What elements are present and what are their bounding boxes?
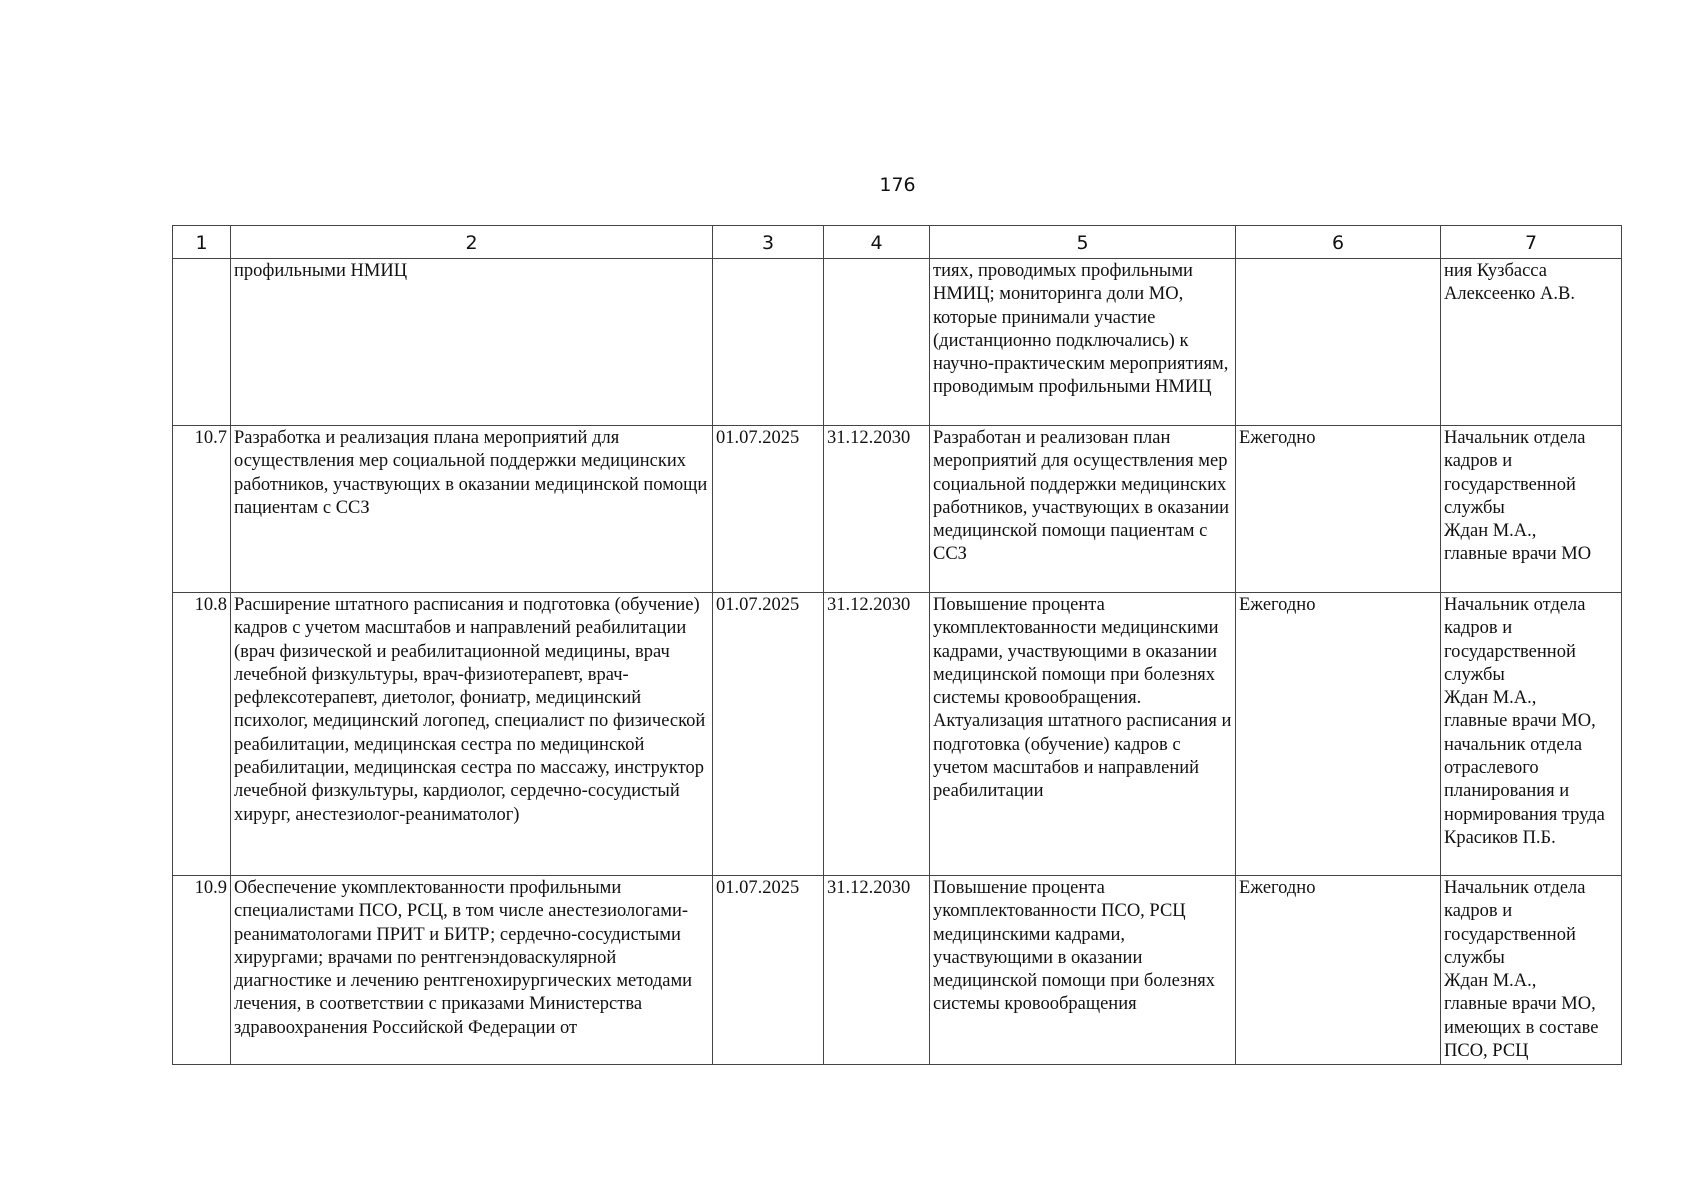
result-cell: Повышение процента укомплектованности медицинскими кадрами, участвующими в оказании медицинской помощи при болезнях системы кровообращения. Актуализация штатного расписания и подготовка (обучение) кадров с учетом масштабов и направлений реабилитации [930, 593, 1236, 876]
frequency-cell: Ежегодно [1236, 426, 1441, 593]
column-header-3: 3 [713, 226, 824, 259]
table-row [173, 593, 1622, 876]
column-header-6: 6 [1236, 226, 1441, 259]
row-number [173, 259, 231, 426]
column-header-7: 7 [1441, 226, 1622, 259]
measure-cell: Расширение штатного расписания и подготовка (обучение) кадров с учетом масштабов и направлений реабилитации (врач физической и реабилитационной медицины, врач лечебной физкультуры, врач-физиотерапевт, врач-рефлексотерапевт, диетолог, фониатр, медицинский психолог, медицинский логопед, специалист по физической реабилитации, медицинская сестра по медицинской реабилитации, медицинская сестра по массажу, инструктор лечебной физкультуры, кардиолог, сердечно-сосудистый хирург, анестезиолог-реаниматолог) [231, 593, 713, 876]
start-date-cell: 01.07.2025 [713, 426, 824, 593]
frequency-cell: Ежегодно [1236, 876, 1441, 1065]
column-header-5: 5 [930, 226, 1236, 259]
frequency-cell [1236, 259, 1441, 426]
column-header-1: 1 [173, 226, 231, 259]
table-row [173, 426, 1622, 593]
row-number: 10.9 [173, 876, 231, 1065]
result-cell: тиях, проводимых профильными НМИЦ; мониторинга доли МО, которые принимали участие (дистанционно подключались) к научно-практическим мероприятиям, проводимым профильными НМИЦ [930, 259, 1236, 426]
responsible-cell: Начальник отдела кадров и государственной службы Ждан М.А., главные врачи МО, начальник отдела отраслевого планирования и нормирования труда Красиков П.Б. [1441, 593, 1622, 876]
start-date-cell: 01.07.2025 [713, 876, 824, 1065]
row-number: 10.7 [173, 426, 231, 593]
start-date-cell: 01.07.2025 [713, 593, 824, 876]
result-cell: Повышение процента укомплектованности ПСО, РСЦ медицинскими кадрами, участвующими в оказании медицинской помощи при болезнях системы кровообращения [930, 876, 1236, 1065]
measure-cell: Обеспечение укомплектованности профильными специалистами ПСО, РСЦ, в том числе анестезиологами-реаниматологами ПРИТ и БИТР; сердечно-сосудистыми хирургами; врачами по рентгенэндоваскулярной диагностике и лечению рентгенохирургических методами лечения, в соответствии с приказами Министерства здравоохранения Российской Федерации от [231, 876, 713, 1065]
end-date-cell: 31.12.2030 [824, 426, 930, 593]
column-header-2: 2 [231, 226, 713, 259]
responsible-cell: Начальник отдела кадров и государственной службы Ждан М.А., главные врачи МО, имеющих в составе ПСО, РСЦ [1441, 876, 1622, 1065]
frequency-cell: Ежегодно [1236, 593, 1441, 876]
end-date-cell: 31.12.2030 [824, 593, 930, 876]
row-number: 10.8 [173, 593, 231, 876]
measure-cell: профильными НМИЦ [231, 259, 713, 426]
result-cell: Разработан и реализован план мероприятий для осуществления мер социальной поддержки медицинских работников, участвующих в оказании медицинской помощи пациентам с ССЗ [930, 426, 1236, 593]
end-date-cell: 31.12.2030 [824, 876, 930, 1065]
responsible-cell: ния Кузбасса Алексеенко А.В. [1441, 259, 1622, 426]
end-date-cell [824, 259, 930, 426]
measure-cell: Разработка и реализация плана мероприятий для осуществления мер социальной поддержки медицинских работников, участвующих в оказании медицинской помощи пациентам с ССЗ [231, 426, 713, 593]
table-row [173, 876, 1622, 1065]
start-date-cell [713, 259, 824, 426]
plan-table [172, 225, 1622, 1065]
table-row [173, 259, 1622, 426]
responsible-cell: Начальник отдела кадров и государственной службы Ждан М.А., главные врачи МО [1441, 426, 1622, 593]
header-row [173, 226, 1622, 259]
page-number: 176 [879, 174, 916, 196]
column-header-4: 4 [824, 226, 930, 259]
